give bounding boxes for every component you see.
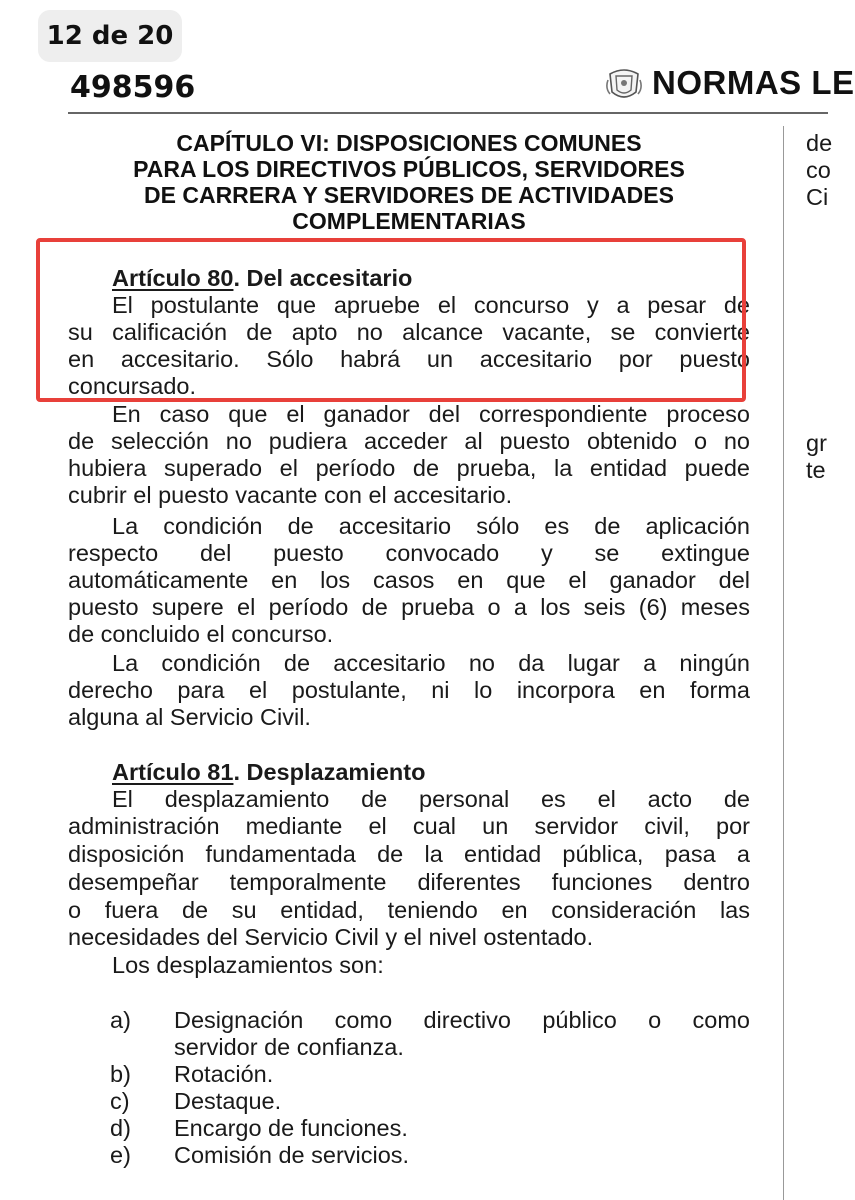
header-rule xyxy=(68,112,828,114)
list-letter: d) xyxy=(110,1115,131,1141)
right-column-fragment: gr xyxy=(806,430,827,456)
article-81-heading xyxy=(112,759,750,786)
text-line: concursado. xyxy=(68,373,197,399)
right-column-fragment: co xyxy=(806,157,831,183)
text-line: alguna al Servicio Civil. xyxy=(68,704,311,730)
list-letter: a) xyxy=(110,1007,131,1033)
text-line: disposición fundamentada de la entidad pública, pasa a xyxy=(68,841,750,867)
article-80-number: Artículo 80 xyxy=(112,265,234,291)
list-item-text: Encargo de funciones. xyxy=(174,1115,408,1141)
list-item-text: Comisión de servicios. xyxy=(174,1142,410,1168)
list-item-text: servidor de confianza. xyxy=(174,1034,404,1060)
text-line: administración mediante el cual un servidor civil, por xyxy=(68,813,750,839)
text-line: su calificación de apto no alcance vacante, se convierte xyxy=(68,319,750,345)
right-column-fragment: te xyxy=(806,457,826,483)
article-80-title: . Del accesitario xyxy=(233,265,413,291)
text-line: En caso que el ganador del correspondiente proceso xyxy=(112,401,750,427)
text-line: puesto supere el período de prueba o a los seis (6) meses xyxy=(68,594,750,620)
list-letter: c) xyxy=(110,1088,130,1114)
list-item-text: Destaque. xyxy=(174,1088,282,1114)
list-letter: b) xyxy=(110,1061,131,1087)
text-line: El postulante que apruebe el concurso y a pesar de xyxy=(112,292,750,318)
chapter-title-line: DE CARRERA Y SERVIDORES DE ACTIVIDADES xyxy=(144,182,674,208)
page-counter-badge: 12 de 20 xyxy=(38,10,182,62)
highlight-annotation-box xyxy=(36,238,746,402)
text-line: respecto del puesto convocado y se extingue xyxy=(68,540,750,566)
text-line: La condición de accesitario sólo es de aplicación xyxy=(112,513,750,539)
text-line: automáticamente en los casos en que el ganador del xyxy=(68,567,750,593)
text-line: necesidades del Servicio Civil y el nivel ostentado. xyxy=(68,924,594,950)
text-line: hubiera superado el período de prueba, la entidad puede xyxy=(68,455,750,481)
text-line: de selección no pudiera acceder al puesto obtenido o no xyxy=(68,428,750,454)
chapter-title xyxy=(68,130,750,234)
right-column-fragment: Ci xyxy=(806,184,829,210)
chapter-title-line: PARA LOS DIRECTIVOS PÚBLICOS, SERVIDORES xyxy=(133,156,685,182)
text-line: de concluido el concurso. xyxy=(68,621,334,647)
text-line: o fuera de su entidad, teniendo en consideración las xyxy=(68,897,750,923)
text-line: en accesitario. Sólo habrá un accesitario por puesto xyxy=(68,346,750,372)
text-line: derecho para el postulante, ni lo incorpora en forma xyxy=(68,677,750,703)
column-divider xyxy=(783,126,784,1200)
chapter-title-line: COMPLEMENTARIAS xyxy=(292,208,526,234)
journal-name: NORMAS LE xyxy=(652,64,855,101)
text-line: cubrir el puesto vacante con el accesitario. xyxy=(68,482,513,508)
chapter-title-line: CAPÍTULO VI: DISPOSICIONES COMUNES xyxy=(176,130,642,156)
text-line: Los desplazamientos son: xyxy=(112,952,384,978)
list-item-text: Designación como directivo público o como xyxy=(174,1007,750,1033)
peru-coat-of-arms-icon xyxy=(604,64,644,104)
article-81-number: Artículo 81 xyxy=(112,759,234,785)
text-line: desempeñar temporalmente diferentes funciones dentro xyxy=(68,869,750,895)
text-line: El desplazamiento de personal es el acto de xyxy=(112,786,750,812)
list-letter: e) xyxy=(110,1142,131,1168)
right-column-fragment: de xyxy=(806,130,833,156)
article-81-title: . Desplazamiento xyxy=(233,759,426,785)
page-number: 498596 xyxy=(70,70,196,105)
text-line: La condición de accesitario no da lugar a ningún xyxy=(112,650,750,676)
list-item-text: Rotación. xyxy=(174,1061,274,1087)
